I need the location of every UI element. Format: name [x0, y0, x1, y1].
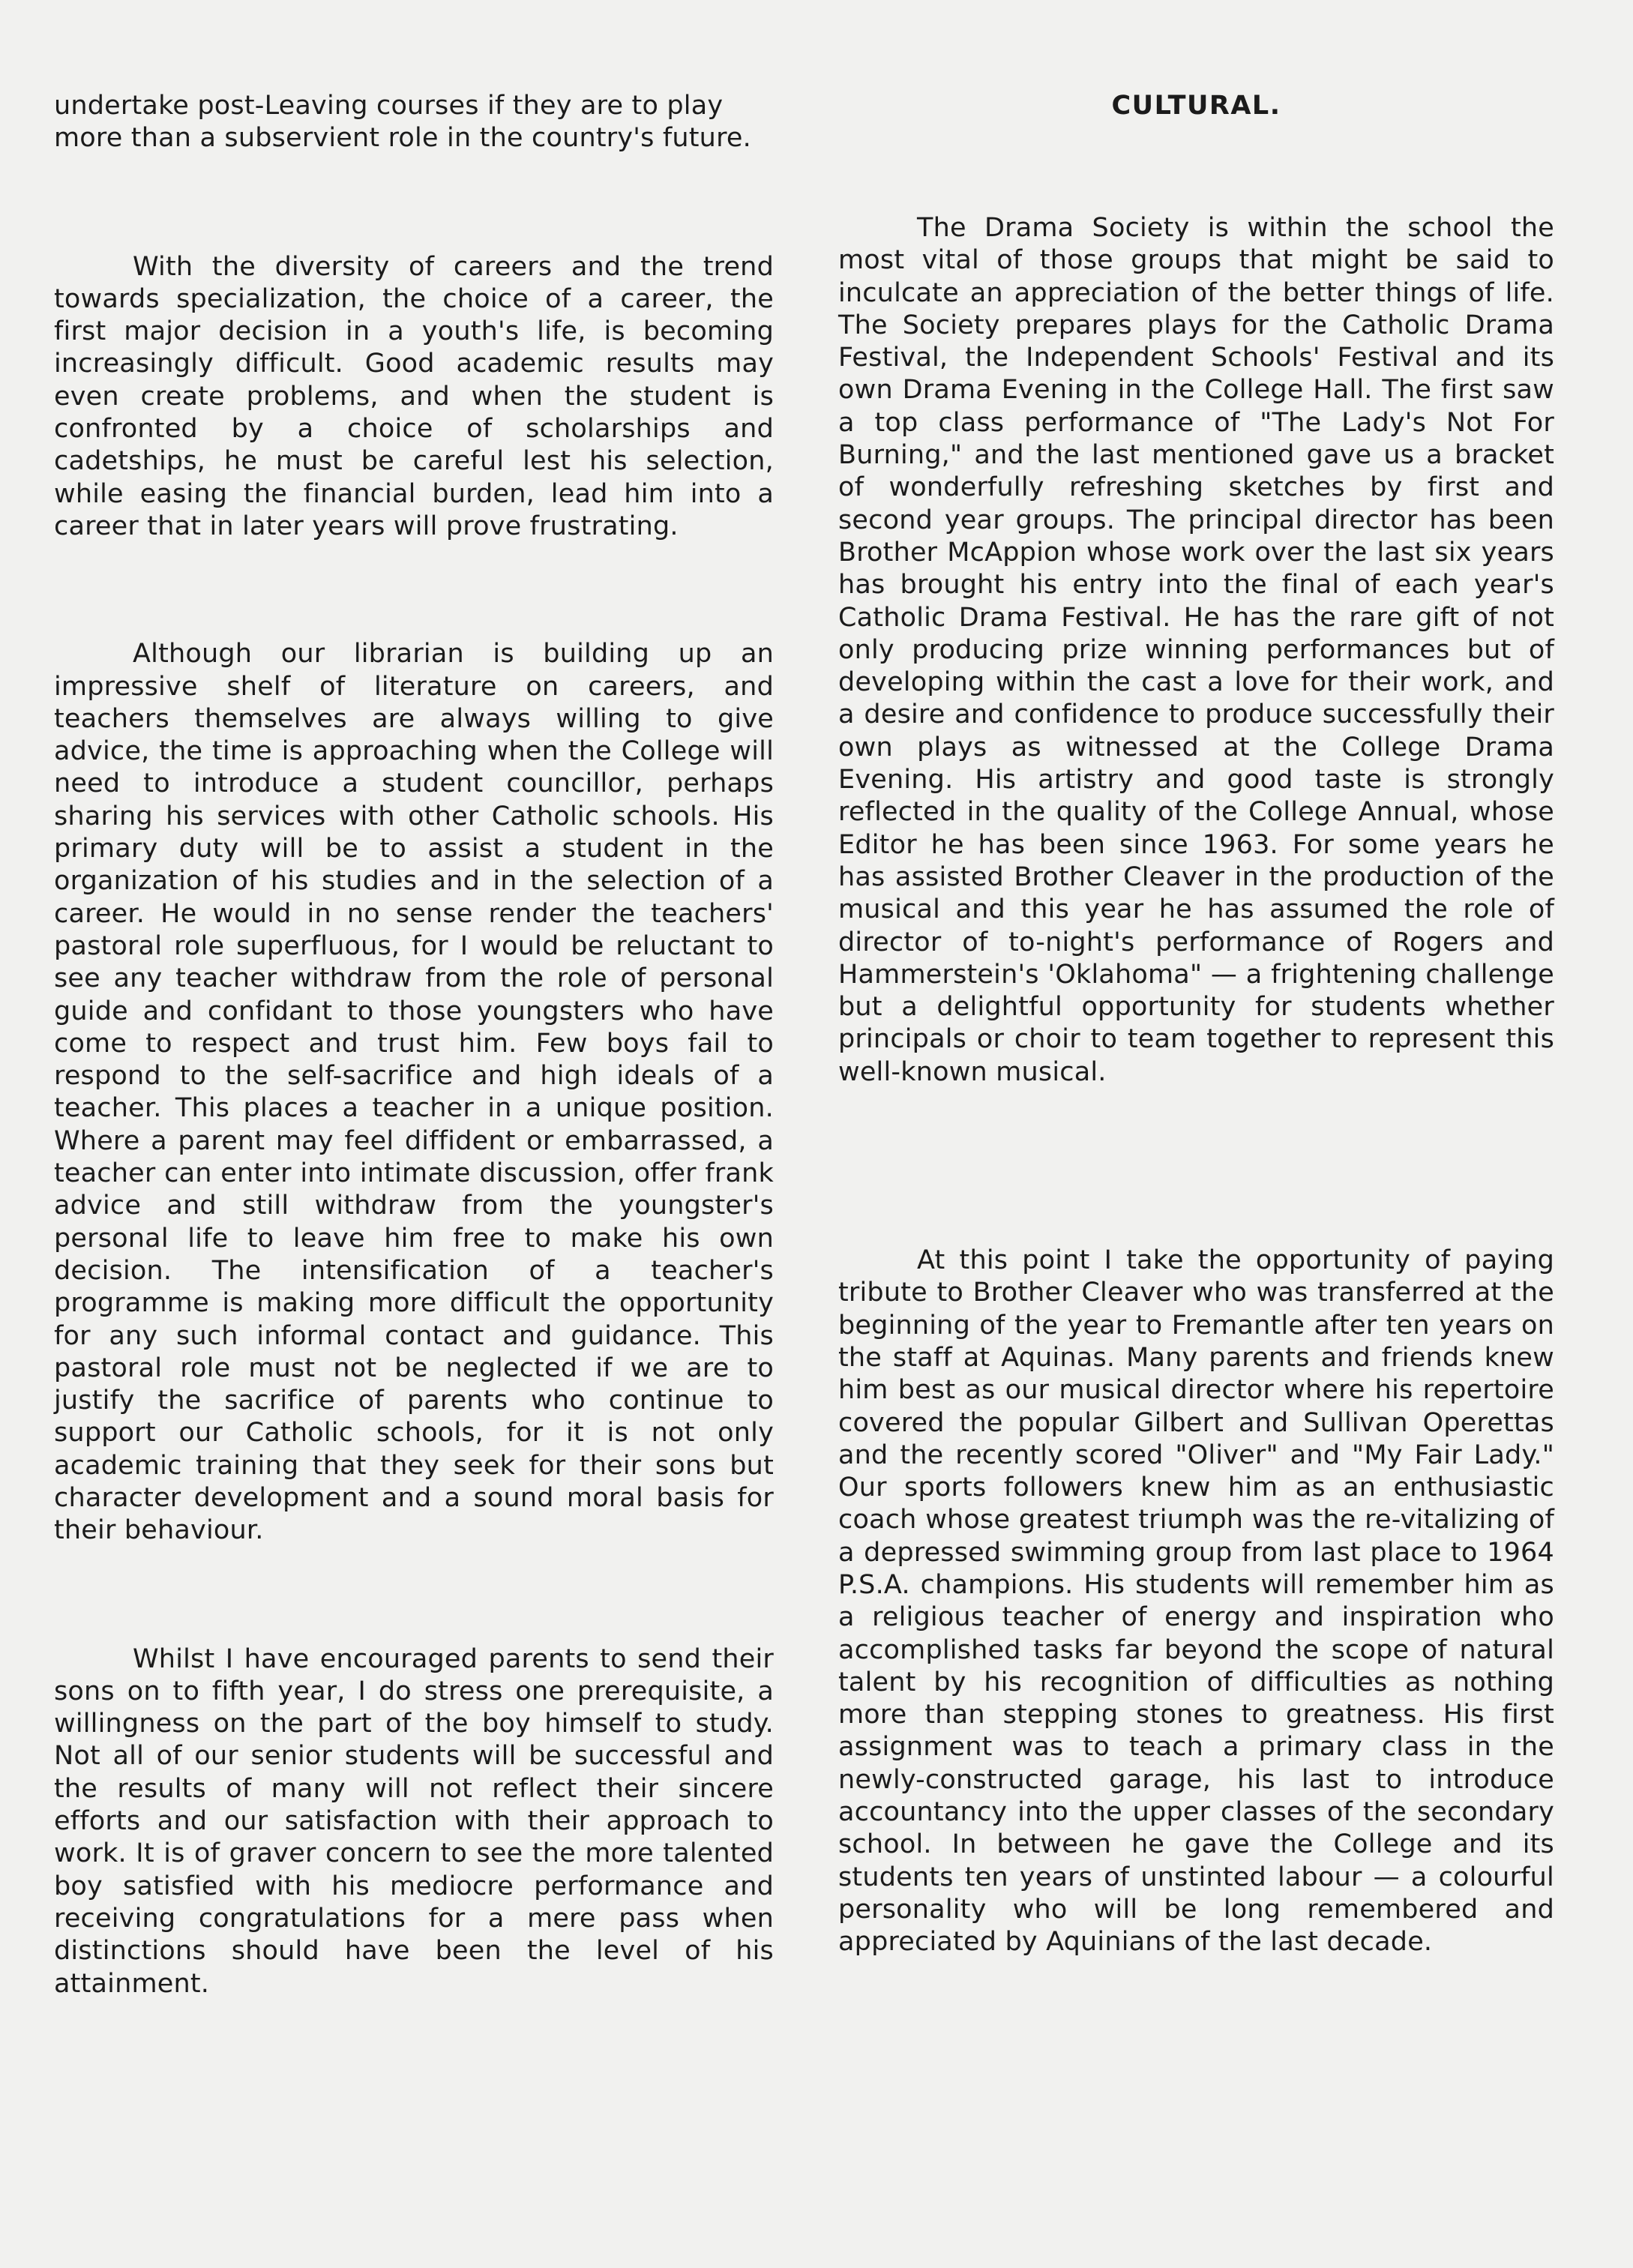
paragraph-career-choice: With the diversity of careers and the trend towards specialization, the choice of a career, the first major decision in a youth's life, is becoming increasingly difficult. Good academic results may even create problems, and when the student is confronted by a choice of scholarships and cadetships, he must be careful lest his selection, while easing the financial burden, lead him into a career that in later years will prove frustrating.: [54, 251, 774, 541]
paragraph-brother-cleaver-tribute: At this point I take the opportunity of paying tribute to Brother Cleaver who was transferred at the beginning of the year to Fremantle after ten years on the staff at Aquinas. Many parents and friends knew him best as our musical director where his repertoire covered the popular Gilbert and Sullivan Operettas and the recently scored "Oliver" and "My Fair Lady." Our sports followers knew him as an enthusiastic coach whose greatest triumph was the re-vitalizing of a depressed swimming group from last place to 1964 P.S.A. champions. His students will remember him as a religious teacher of energy and inspiration who accomplished tasks far beyond the scope of natural talent by his recognition of difficulties as nothing more than stepping stones to greatness. His first assignment was to teach a primary class in the newly-constructed garage, his last to introduce accountancy into the upper classes of the secondary school. In between he gave the College and its students ten years of unstinted labour — a colourful personality who will be long remembered and appreciated by Aquinians of the last decade.: [838, 1245, 1554, 1958]
right-column: [838, 90, 1554, 1959]
section-heading-cultural: CULTURAL.: [1111, 91, 1281, 121]
left-column: [54, 90, 774, 2000]
paragraph-careers-intro-continued: undertake post-Leaving courses if they are to play more than a subservient role in the country's future.: [54, 91, 751, 154]
paragraph-drama-society: The Drama Society is within the school the most vital of those groups that might be said to inculcate an appreciation of the better things of life. The Society prepares plays for the Catholic Drama Festival, the Independent Schools' Festival and its own Drama Evening in the College Hall. The first saw a top class performance of "The Lady's Not For Burning," and the last mentioned gave us a bracket of wonderfully refreshing sketches by first and second year groups. The principal director has been Brother McAppion whose work over the last six years has brought his entry into the final of each year's Catholic Drama Festival. He has the rare gift of not only producing prize winning performances but of developing within the cast a love for their work, and a desire and confidence to produce successfully their own plays as witnessed at the College Drama Evening. His artistry and good taste is strongly reflected in the quality of the College Annual, whose Editor he has been since 1963. For some years he has assisted Brother Cleaver in the production of the musical and this year he has assumed the role of director of to-night's performance of Rogers and Hammerstein's 'Oklahoma" — a frightening challenge but a delightful opportunity for students whether principals or choir to team together to represent this well-known musical.: [838, 213, 1554, 1087]
paragraph-student-councillor: Although our librarian is building up an impressive shelf of literature on careers, and teachers themselves are always willing to give advice, the time is approaching when the College will need to introduce a student councillor, perhaps sharing his services with other Catholic schools. His primary duty will be to assist a student in the organization of his studies and in the selection of a career. He would in no sense render the teachers' pastoral role superfluous, for I would be reluctant to see any teacher withdraw from the role of personal guide and confidant to those youngsters who have come to respect and trust him. Few boys fail to respond to the self-sacrifice and high ideals of a teacher. This places a teacher in a unique position. Where a parent may feel diffident or embarrassed, a teacher can enter into intimate discussion, offer frank advice and still withdraw from the youngster's personal life to leave him free to make his own decision. The intensification of a teacher's programme is making more difficult the opportunity for any such informal contact and guidance. This pastoral role must not be neglected if we are to justify the sacrifice of parents who continue to support our Catholic schools, for it is not only academic training that they seek for their sons but character development and a sound moral basis for their behaviour.: [54, 639, 774, 1546]
paragraph-fifth-year: Whilst I have encouraged parents to send their sons on to fifth year, I do stress one prerequisite, a willingness on the part of the boy himself to study. Not all of our senior students will be successful and the results of many will not reflect their sincere efforts and our satisfaction with their approach to work. It is of graver concern to see the more talented boy satisfied with his mediocre performance and receiving congratulations for a mere pass when distinctions should have been the level of his attainment.: [54, 1643, 774, 1999]
